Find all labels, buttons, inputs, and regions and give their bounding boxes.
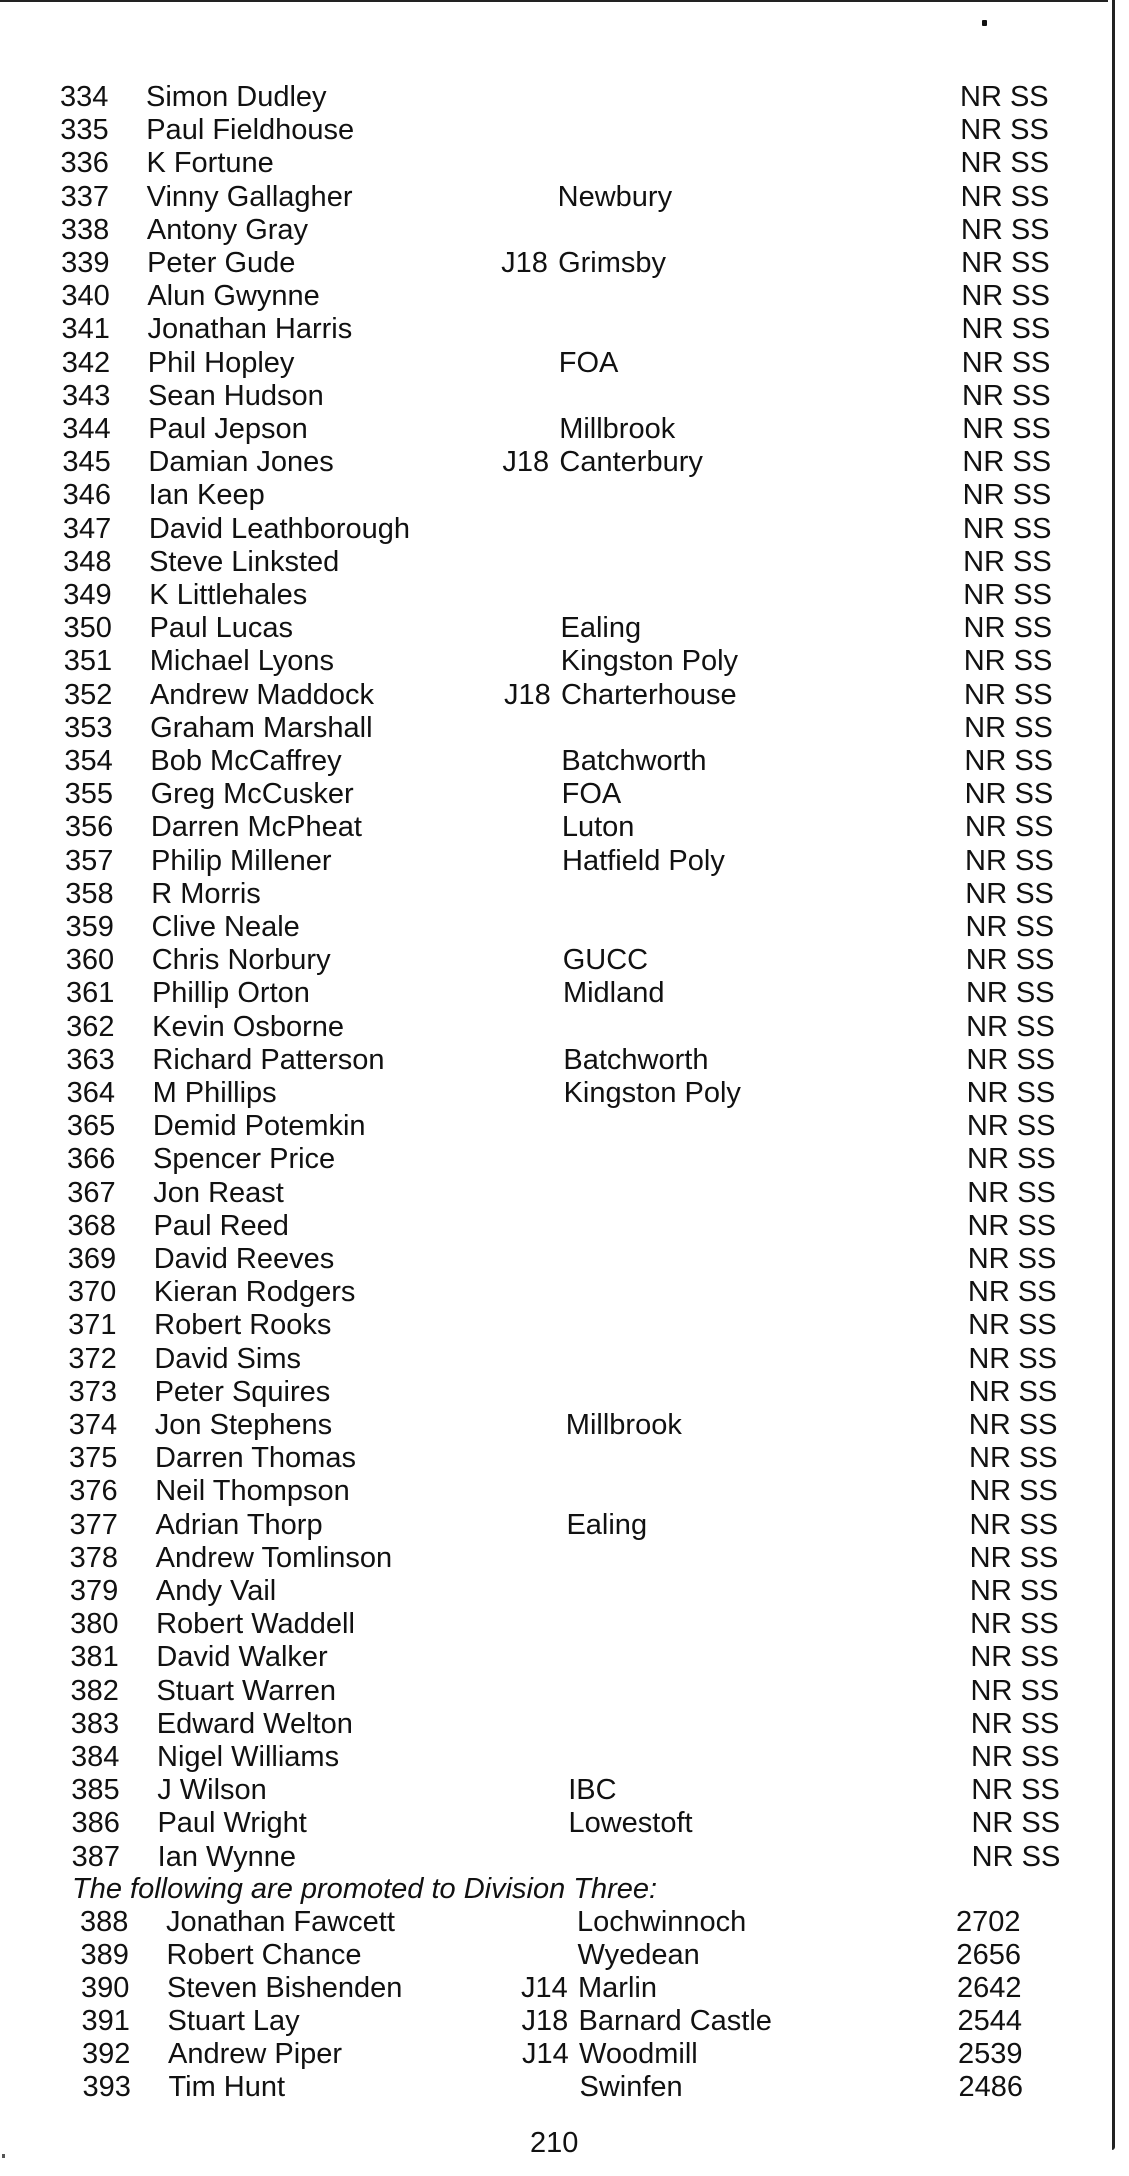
row-num: 386 — [71, 1807, 120, 1840]
row-club: GUCC — [562, 944, 649, 977]
row-num: 381 — [70, 1641, 119, 1674]
row-status: NR SS — [966, 1010, 1055, 1043]
row-name: Jon Reast — [153, 1176, 284, 1209]
row-num: 364 — [66, 1077, 115, 1109]
row-name: Spencer Price — [153, 1143, 336, 1176]
row-status: NR SS — [963, 545, 1052, 578]
row-name: Paul Jepson — [148, 413, 308, 445]
row-status: NR SS — [962, 446, 1052, 479]
row-name: M Phillips — [152, 1077, 277, 1109]
row-status: NR SS — [961, 280, 1050, 313]
row-rating: 2642 — [957, 1972, 1022, 2004]
row-status: NR SS — [965, 911, 1055, 943]
row-num: 351 — [63, 645, 113, 678]
row-num: 356 — [64, 811, 114, 844]
row-num: 368 — [67, 1209, 116, 1242]
row-status: NR SS — [964, 711, 1053, 744]
row-name: Andy Vail — [155, 1575, 277, 1607]
row-name: Robert Waddell — [156, 1608, 355, 1641]
row-name: Phillip Orton — [151, 977, 310, 1010]
row-status: NR SS — [969, 1475, 1058, 1508]
row-name: Darren McPheat — [150, 811, 362, 844]
row-name: Jon Stephens — [154, 1409, 333, 1441]
row-num: 370 — [67, 1276, 117, 1309]
row-name: Neil Thompson — [155, 1475, 350, 1508]
row-num: 383 — [70, 1707, 120, 1740]
row-name: Edward Welton — [156, 1707, 353, 1740]
row-status: NR SS — [965, 977, 1055, 1010]
row-num: 342 — [61, 346, 111, 379]
row-num: 334 — [60, 81, 109, 113]
row-status: NR SS — [961, 313, 1051, 346]
row-name: Kieran Rodgers — [153, 1276, 356, 1309]
row-num: 359 — [65, 911, 114, 943]
row-name: Bob McCaffrey — [150, 745, 342, 777]
row-status: NR SS — [965, 944, 1055, 977]
row-name: Steven Bishenden — [167, 1972, 403, 2004]
row-club: Millbrook — [559, 413, 676, 445]
promotion-heading: The following are promoted to Division Three: — [72, 1873, 658, 1905]
row-status: NR SS — [968, 1375, 1058, 1408]
row-status: NR SS — [966, 1110, 1056, 1143]
row-num: 358 — [65, 877, 114, 910]
row-status: NR SS — [971, 1840, 1061, 1873]
row-num: 384 — [71, 1741, 120, 1773]
row-club: Kingston Poly — [563, 1077, 741, 1109]
row-status: NR SS — [967, 1209, 1057, 1242]
row-name: Adrian Thorp — [155, 1508, 323, 1541]
row-num: 336 — [60, 147, 109, 180]
row-num: 341 — [61, 313, 110, 346]
row-club: Barnard Castle — [578, 2005, 772, 2037]
row-name: Graham Marshall — [150, 711, 373, 744]
row-name: Ian Wynne — [157, 1840, 297, 1873]
row-num: 379 — [69, 1575, 119, 1607]
row-name: Damian Jones — [148, 446, 334, 479]
row-name: Robert Rooks — [154, 1309, 332, 1342]
row-status: NR SS — [971, 1741, 1060, 1773]
page-right-border — [1112, 0, 1115, 2150]
row-name: Jonathan Harris — [147, 313, 353, 346]
row-status: NR SS — [971, 1807, 1061, 1840]
row-status: NR SS — [960, 114, 1049, 147]
row-name: K Fortune — [146, 147, 274, 180]
row-club: Ealing — [560, 612, 642, 645]
row-junior: J18 — [521, 2005, 569, 2037]
row-junior: J18 — [502, 446, 550, 479]
row-num: 348 — [63, 545, 112, 578]
row-name: Stuart Lay — [167, 2005, 300, 2037]
row-num: 357 — [65, 844, 114, 877]
row-name: Ian Keep — [148, 479, 265, 512]
row-status: NR SS — [970, 1641, 1059, 1674]
row-status: NR SS — [969, 1508, 1059, 1541]
row-junior: J18 — [501, 247, 548, 279]
row-name: Antony Gray — [146, 213, 309, 246]
row-num: 355 — [64, 778, 113, 811]
row-num: 371 — [68, 1309, 117, 1342]
row-name: Darren Thomas — [155, 1442, 356, 1475]
row-num: 375 — [69, 1442, 118, 1475]
row-junior: J18 — [503, 678, 551, 711]
row-num: 345 — [62, 446, 111, 479]
row-num: 360 — [65, 944, 115, 977]
row-status: NR SS — [964, 778, 1054, 811]
row-name: J Wilson — [157, 1774, 267, 1807]
row-status: NR SS — [964, 811, 1054, 844]
row-num: 335 — [60, 114, 109, 147]
row-name: Clive Neale — [151, 911, 300, 943]
row-status: NR SS — [969, 1575, 1059, 1607]
row-num: 391 — [81, 2005, 130, 2037]
row-num: 344 — [62, 413, 111, 445]
row-num: 369 — [67, 1243, 117, 1275]
row-num: 347 — [62, 512, 112, 545]
row-status: NR SS — [964, 745, 1054, 777]
row-status: NR SS — [968, 1342, 1057, 1375]
row-status: NR SS — [967, 1243, 1057, 1275]
row-club: Luton — [561, 811, 635, 844]
row-num: 346 — [62, 479, 112, 512]
row-num: 372 — [68, 1342, 117, 1375]
row-club: Kingston Poly — [560, 645, 739, 678]
row-junior: J14 — [521, 1972, 568, 2004]
row-club: Midland — [562, 977, 665, 1010]
row-num: 389 — [80, 1939, 129, 1971]
page-number: 210 — [530, 2127, 579, 2159]
row-name: Richard Patterson — [152, 1043, 385, 1076]
row-num: 352 — [63, 678, 113, 711]
row-num: 366 — [67, 1143, 116, 1176]
row-rating: 2656 — [956, 1939, 1022, 1971]
row-name: Paul Reed — [153, 1209, 289, 1242]
print-speck — [982, 20, 987, 26]
row-status: NR SS — [970, 1707, 1060, 1740]
row-rating: 2486 — [958, 2071, 1024, 2103]
row-name: Stuart Warren — [156, 1674, 336, 1707]
row-num: 373 — [68, 1375, 117, 1408]
row-club: Grimsby — [558, 247, 667, 279]
row-num: 380 — [70, 1608, 119, 1641]
row-status: NR SS — [967, 1176, 1056, 1209]
row-name: Robert Chance — [166, 1939, 362, 1971]
row-status: NR SS — [968, 1309, 1057, 1342]
row-num: 363 — [66, 1043, 115, 1076]
row-name: Alun Gwynne — [147, 280, 320, 313]
row-num: 354 — [64, 745, 113, 777]
row-num: 338 — [60, 213, 110, 246]
row-name: K Littlehales — [149, 579, 308, 611]
row-status: NR SS — [962, 413, 1051, 445]
row-status: NR SS — [967, 1276, 1057, 1309]
row-name: Paul Lucas — [149, 612, 294, 645]
row-rating: 2539 — [958, 2038, 1023, 2070]
row-status: NR SS — [962, 512, 1052, 545]
edge-speck — [2, 2154, 5, 2158]
row-num: 365 — [66, 1110, 116, 1143]
row-num: 382 — [70, 1674, 119, 1707]
row-junior: J14 — [522, 2038, 569, 2070]
row-num: 353 — [64, 711, 113, 744]
row-name: Nigel Williams — [157, 1741, 340, 1773]
row-rating: 2702 — [956, 1906, 1021, 1938]
row-num: 362 — [66, 1010, 115, 1043]
row-name: David Reeves — [153, 1243, 335, 1275]
row-status: NR SS — [970, 1674, 1060, 1707]
row-num: 385 — [71, 1774, 120, 1807]
row-name: David Leathborough — [148, 512, 411, 545]
row-name: Steve Linksted — [149, 545, 340, 578]
row-status: NR SS — [960, 180, 1050, 213]
row-num: 392 — [82, 2038, 131, 2070]
row-status: NR SS — [961, 247, 1050, 279]
row-name: Kevin Osborne — [152, 1010, 344, 1043]
row-num: 361 — [65, 977, 115, 1010]
row-club: Charterhouse — [560, 678, 737, 711]
row-club: Marlin — [578, 1972, 657, 2004]
row-club: Batchworth — [561, 745, 707, 777]
row-name: David Sims — [154, 1342, 302, 1375]
row-status: NR SS — [965, 877, 1054, 910]
row-num: 339 — [61, 247, 110, 279]
row-status: NR SS — [971, 1774, 1060, 1807]
row-status: NR SS — [962, 479, 1052, 512]
row-club: Newbury — [557, 180, 673, 213]
row-name: Sean Hudson — [147, 379, 324, 412]
row-num: 367 — [67, 1176, 116, 1209]
row-club: Canterbury — [559, 446, 703, 479]
row-num: 376 — [69, 1475, 118, 1508]
row-name: Vinny Gallagher — [146, 180, 353, 213]
row-status: NR SS — [967, 1143, 1056, 1176]
row-name: Greg McCusker — [150, 778, 354, 811]
row-name: David Walker — [156, 1641, 328, 1674]
row-status: NR SS — [965, 844, 1054, 877]
row-status: NR SS — [963, 678, 1053, 711]
row-status: NR SS — [960, 147, 1050, 180]
row-status: NR SS — [966, 1077, 1056, 1109]
row-name: Jonathan Fawcett — [166, 1906, 395, 1938]
row-status: NR SS — [968, 1409, 1058, 1441]
row-num: 350 — [63, 612, 112, 645]
row-name: Tim Hunt — [168, 2071, 286, 2103]
row-name: Chris Norbury — [151, 944, 331, 977]
row-name: Simon Dudley — [146, 81, 327, 113]
row-club: Lowestoft — [568, 1807, 693, 1840]
row-status: NR SS — [961, 346, 1051, 379]
row-name: Philip Millener — [151, 844, 332, 877]
row-num: 374 — [68, 1409, 118, 1441]
row-club: Ealing — [566, 1508, 648, 1541]
row-num: 343 — [61, 379, 111, 412]
row-num: 390 — [81, 1972, 130, 2004]
row-club: IBC — [568, 1774, 617, 1807]
row-num: 388 — [80, 1906, 129, 1938]
row-name: Michael Lyons — [149, 645, 335, 678]
row-club: Lochwinnoch — [577, 1906, 747, 1938]
row-status: NR SS — [960, 213, 1050, 246]
row-name: Andrew Maddock — [149, 678, 375, 711]
row-num: 378 — [69, 1541, 119, 1574]
row-status: NR SS — [961, 379, 1051, 412]
row-club: Batchworth — [563, 1043, 709, 1076]
row-status: NR SS — [960, 81, 1049, 113]
row-name: Paul Wright — [157, 1807, 307, 1840]
row-num: 349 — [63, 579, 112, 611]
row-club: Wyedean — [577, 1939, 700, 1971]
row-status: NR SS — [969, 1442, 1058, 1475]
row-status: NR SS — [963, 645, 1053, 678]
row-num: 393 — [82, 2071, 131, 2103]
row-status: NR SS — [970, 1608, 1059, 1641]
row-club: Swinfen — [579, 2071, 683, 2103]
page-top-border — [0, 0, 1108, 2]
row-name: Demid Potemkin — [152, 1110, 366, 1143]
row-club: Woodmill — [579, 2038, 698, 2070]
row-status: NR SS — [963, 579, 1052, 611]
row-num: 377 — [69, 1508, 118, 1541]
row-club: Millbrook — [565, 1409, 682, 1441]
row-status: NR SS — [963, 612, 1053, 645]
row-name: Phil Hopley — [147, 346, 295, 379]
row-name: Peter Squires — [154, 1375, 331, 1408]
row-name: Peter Gude — [147, 247, 296, 279]
row-club: Hatfield Poly — [562, 844, 725, 877]
row-name: Andrew Piper — [168, 2038, 343, 2070]
row-status: NR SS — [969, 1541, 1059, 1574]
row-name: Paul Fieldhouse — [146, 114, 355, 147]
row-status: NR SS — [966, 1043, 1056, 1076]
row-name: R Morris — [151, 877, 261, 910]
row-num: 340 — [61, 280, 110, 313]
row-num: 387 — [71, 1840, 121, 1873]
row-name: Andrew Tomlinson — [155, 1541, 393, 1574]
row-rating: 2544 — [957, 2005, 1023, 2037]
row-num: 337 — [60, 180, 110, 213]
row-club: FOA — [561, 778, 622, 811]
row-club: FOA — [558, 346, 619, 379]
